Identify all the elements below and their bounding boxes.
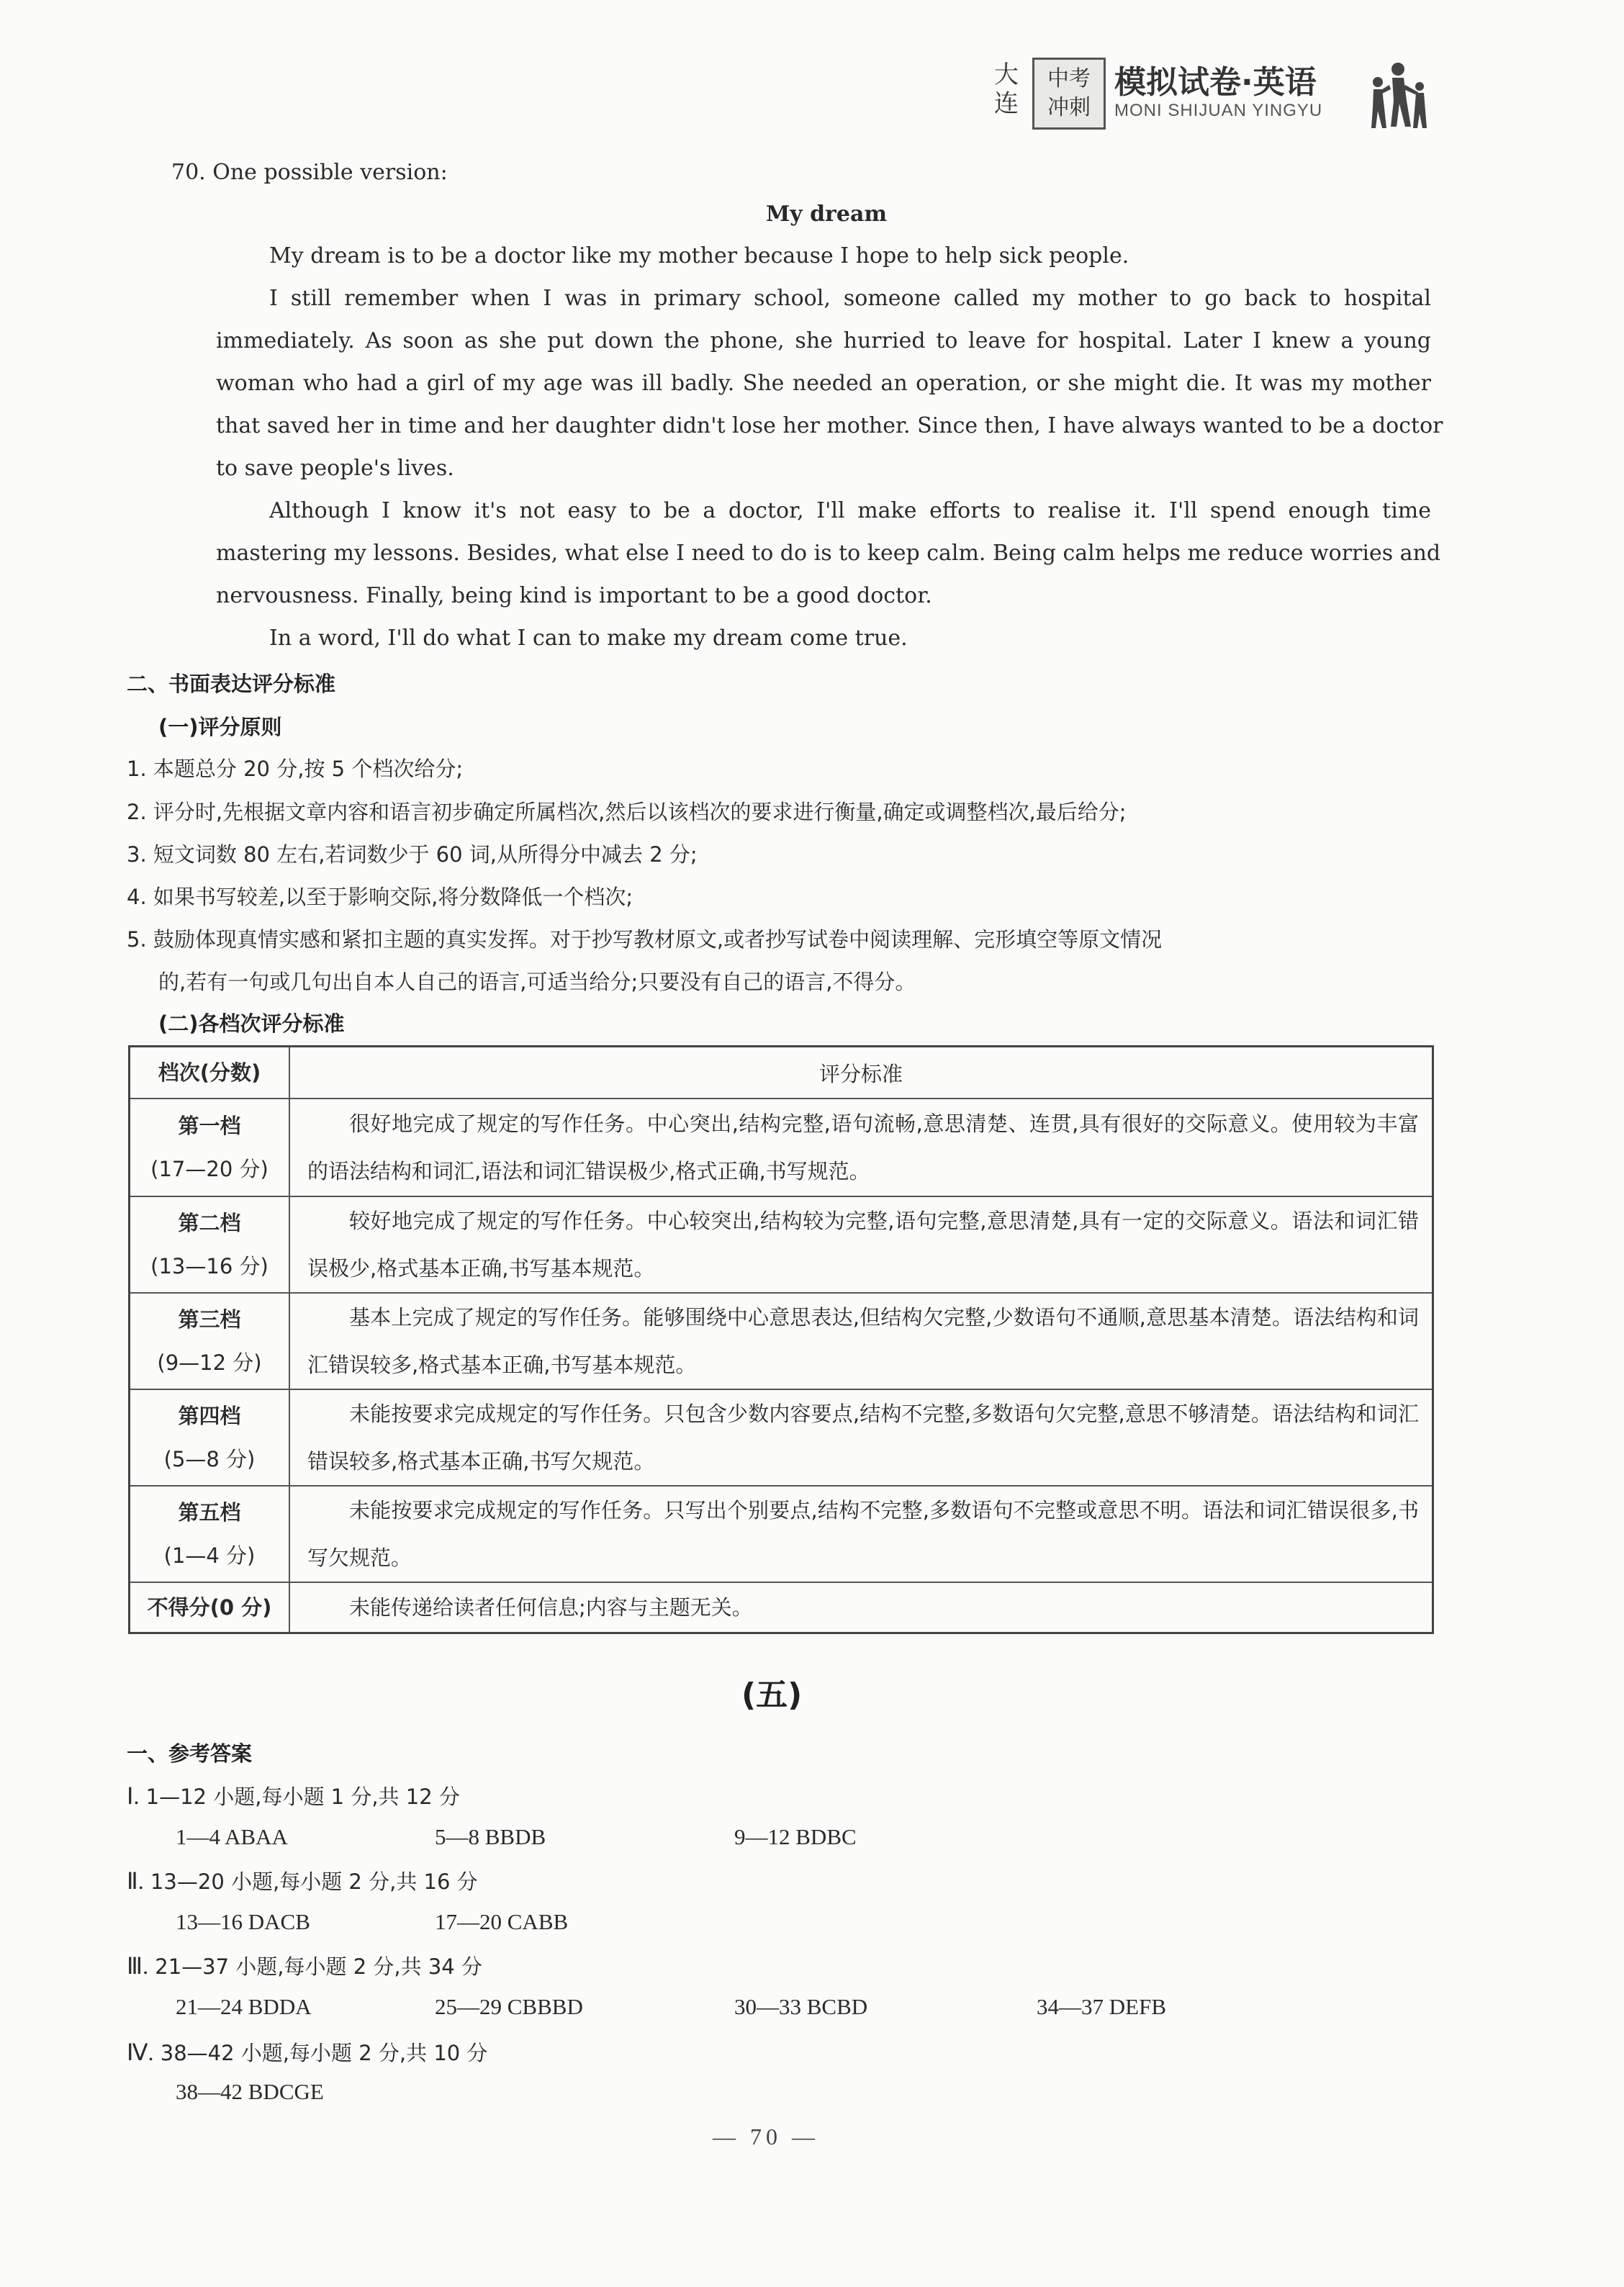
essay-title: My dream: [766, 202, 888, 227]
page-number: — 70 —: [713, 2124, 819, 2150]
answers-title: 一、参考答案: [127, 1741, 253, 1766]
essay-line: Although I know it's not easy to be a doctor, I'll make efforts to realise it. I'll spend enough time: [269, 498, 1431, 523]
essay-line: that saved her in time and her daughter didn't lose her mother. Since then, I have always wanted to be a doctor: [216, 413, 1443, 438]
levels-title: (二)各档次评分标准: [158, 1011, 345, 1036]
answer-group-header: [127, 2037, 487, 2067]
answer-item: 38—42 BDCGE: [176, 2079, 324, 2104]
level-name: 不得分(0 分): [147, 1594, 272, 1620]
level-name: 第二档: [178, 1211, 241, 1235]
essay-line: I still remember when I was in primary school, someone called my mother to go back to hospital: [269, 286, 1431, 311]
table-row: [130, 1486, 1433, 1582]
answer-item: 25—29 CBBBD: [435, 1994, 583, 2019]
answer-group-header: [127, 1951, 482, 1980]
answer-item: 17—20 CABB: [435, 1909, 569, 1934]
principle-item: 的,若有一句或几句出自本人自己的语言,可适当给分;只要没有自己的语言,不得分。: [158, 970, 916, 994]
principles-title: (一)评分原则: [158, 715, 282, 739]
group-desc: 1—12 小题,每小题 1 分,共 12 分: [145, 1785, 460, 1809]
region-label-top: 大: [994, 60, 1019, 89]
group-roman: Ⅱ.: [127, 1868, 144, 1894]
principle-item: 1. 本题总分 20 分,按 5 个档次给分;: [127, 757, 464, 781]
region-label: [988, 60, 1025, 118]
group-desc: 13—20 小题,每小题 2 分,共 16 分: [150, 1869, 478, 1894]
essay-line: woman who had a girl of my age was ill badly. She needed an operation, or she might die. It was my mother: [216, 371, 1431, 396]
table-row: [130, 1582, 1433, 1633]
group-desc: 21—37 小题,每小题 2 分,共 34 分: [155, 1954, 482, 1979]
answer-item: 34—37 DEFB: [1037, 1994, 1166, 2019]
answer-item: 1—4 ABAA: [176, 1824, 288, 1849]
level-range: (1—4 分): [163, 1543, 256, 1568]
level-cell: [130, 1486, 290, 1582]
answer-item: 9—12 BDBC: [734, 1824, 857, 1849]
level-description: 很好地完成了规定的写作任务。中心突出,结构完整,语句流畅,意思清楚、连贯,具有很好的交际意义。使用较为丰富的语法结构和词汇,语法和词汇错误极少,格式正确,书写规范。: [289, 1099, 1433, 1196]
answer-item: 5—8 BBDB: [435, 1824, 546, 1849]
group-desc: 38—42 小题,每小题 2 分,共 10 分: [160, 2041, 488, 2065]
level-name: 第四档: [178, 1404, 241, 1428]
answer-item: 30—33 BCBD: [734, 1994, 868, 2019]
runners-logo-icon: [1361, 60, 1433, 132]
group-roman: Ⅲ.: [127, 1953, 149, 1979]
level-description: 较好地完成了规定的写作任务。中心较突出,结构较为完整,语句完整,意思清楚,具有一定的交际意义。语法和词汇错误极少,格式基本正确,书写基本规范。: [289, 1196, 1433, 1293]
level-range: (9—12 分): [157, 1350, 262, 1375]
series-badge: [1032, 58, 1106, 130]
level-cell: [130, 1389, 290, 1486]
criteria-section-title: 二、书面表达评分标准: [127, 672, 336, 696]
level-description: 未能按要求完成规定的写作任务。只写出个别要点,结构不完整,多数语句不完整或意思不明。语法和词汇错误很多,书写欠规范。: [289, 1486, 1433, 1582]
table-header-level: 档次(分数): [130, 1047, 290, 1099]
level-range: (17—20 分): [150, 1157, 269, 1181]
level-range: (5—8 分): [163, 1447, 256, 1471]
principle-item: 3. 短文词数 80 左右,若词数少于 60 词,从所得分中减去 2 分;: [127, 842, 698, 867]
book-title: 模拟试卷·英语: [1114, 64, 1317, 101]
series-badge-bottom: 冲刺: [1047, 95, 1091, 120]
principle-item: 4. 如果书写较差,以至于影响交际,将分数降低一个档次;: [127, 885, 633, 909]
principle-item: 2. 评分时,先根据文章内容和语言初步确定所属档次,然后以该档次的要求进行衡量,确定或调整档次,最后给分;: [127, 800, 1127, 824]
level-name: 第五档: [178, 1500, 241, 1525]
series-badge-top: 中考: [1047, 66, 1091, 91]
principle-item: 5. 鼓励体现真情实感和紧扣主题的真实发挥。对于抄写教材原文,或者抄写试卷中阅读理解、完形填空等原文情况: [127, 927, 1163, 952]
table-header-criteria: 评分标准: [289, 1047, 1433, 1099]
level-description: 未能按要求完成规定的写作任务。只包含少数内容要点,结构不完整,多数语句欠完整,意思不够清楚。语法结构和词汇错误较多,格式基本正确,书写欠规范。: [289, 1389, 1433, 1486]
essay-line: to save people's lives.: [216, 456, 454, 481]
level-range: (13—16 分): [150, 1254, 269, 1278]
level-description: 未能传递给读者任何信息;内容与主题无关。: [289, 1582, 1433, 1633]
essay-intro: 70. One possible version:: [171, 160, 448, 185]
section-heading: (五): [741, 1677, 803, 1713]
essay-line: mastering my lessons. Besides, what else I need to do is to keep calm. Being calm helps me reduce worries and: [216, 541, 1441, 566]
group-roman: Ⅰ.: [127, 1783, 140, 1809]
answer-item: 21—24 BDDA: [176, 1994, 312, 2019]
table-row: [130, 1099, 1433, 1196]
group-roman: Ⅳ.: [127, 2039, 154, 2065]
table-row: [130, 1293, 1433, 1389]
table-header-row: [130, 1047, 1433, 1099]
level-name: 第三档: [178, 1307, 241, 1332]
book-subtitle: MONI SHIJUAN YINGYU: [1114, 101, 1323, 120]
level-cell: [130, 1099, 290, 1196]
level-description: 基本上完成了规定的写作任务。能够围绕中心意思表达,但结构欠完整,少数语句不通顺,意思基本清楚。语法结构和词汇错误较多,格式基本正确,书写基本规范。: [289, 1293, 1433, 1389]
table-row: [130, 1389, 1433, 1486]
essay-line: immediately. As soon as she put down the phone, she hurried to leave for hospital. Later I knew a young: [216, 328, 1431, 353]
level-cell: [130, 1293, 290, 1389]
answer-item: 13—16 DACB: [176, 1909, 310, 1934]
answer-group-header: [127, 1866, 478, 1895]
answer-group-header: [127, 1781, 460, 1810]
grading-table: [128, 1045, 1434, 1634]
region-label-bottom: 连: [994, 89, 1019, 118]
level-cell: [130, 1196, 290, 1293]
level-name: 第一档: [178, 1114, 241, 1138]
essay-line: In a word, I'll do what I can to make my dream come true.: [269, 626, 908, 651]
level-cell: [130, 1582, 290, 1633]
table-row: [130, 1196, 1433, 1293]
essay-line: My dream is to be a doctor like my mother because I hope to help sick people.: [269, 243, 1129, 269]
essay-line: nervousness. Finally, being kind is important to be a good doctor.: [216, 583, 932, 608]
